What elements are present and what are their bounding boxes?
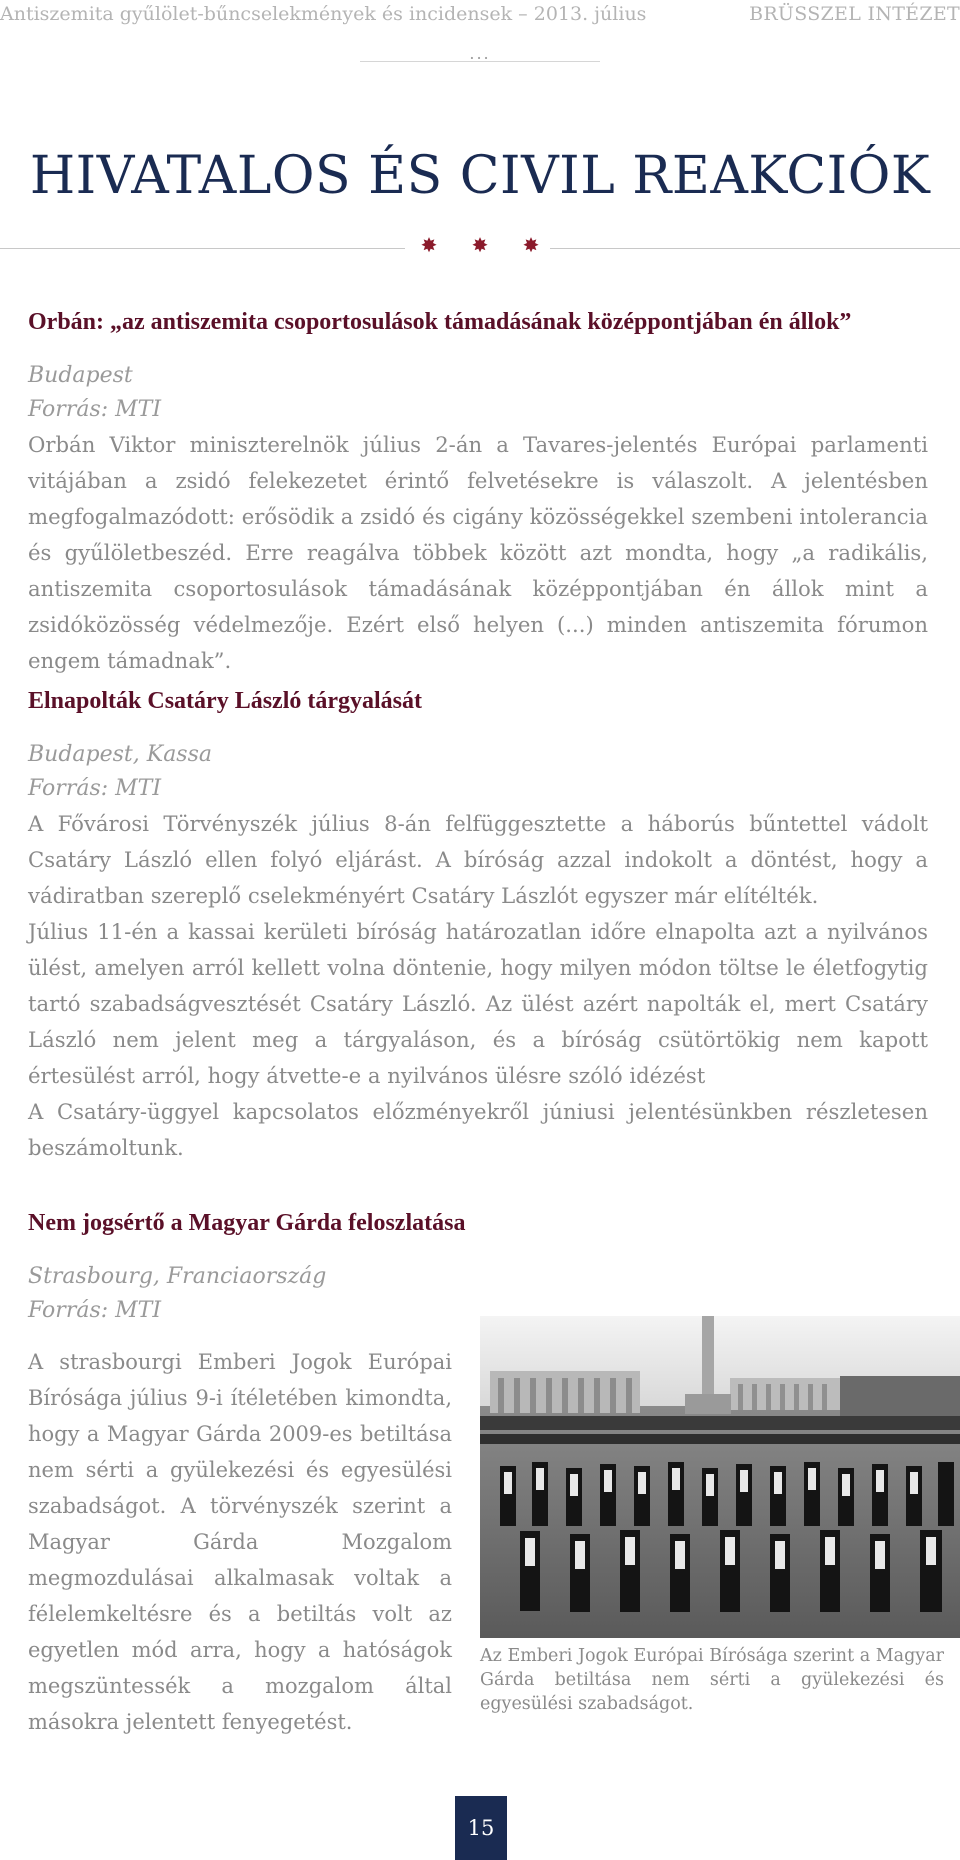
magyar-garda-photo (480, 1316, 960, 1638)
star-icon: ✸ (522, 233, 540, 257)
article-body (28, 427, 928, 679)
paragraph: A Fővárosi Törvényszék július 8-án felfüggesztette a háborús bűntettel vádolt Csatáry László ellen folyó eljárást. A bíróság azzal indokolt a döntést, hogy a vádiratban szereplő cselekményért Csatáry Lászlót egyszer már elítélték. (28, 811, 928, 908)
article-body (28, 1344, 452, 1740)
header-ornament: ... (469, 44, 491, 63)
article-source: Forrás: MTI (28, 776, 162, 801)
paragraph: Július 11-én a kassai kerületi bíróság határozatlan időre elnapolta azt a nyilvános ülést, amelyen arról kellett volna döntenie, hogy milyen módon töltse le életfogytig tartó szabadságvesztését Csatáry László. Az ülést azért napolták el, mert Csatáry László nem jelent meg a tárgyaláson, és a bíróság csütörtökig nem kapott értesülést arról, hogy átvette-e a nyilvános ülésre szóló idézést (28, 919, 928, 1088)
article-garda (28, 1208, 466, 1740)
title-ornament (420, 234, 540, 256)
article-body (28, 806, 928, 1166)
page-title: HIVATALOS ÉS CIVIL REAKCIÓK (29, 146, 931, 206)
article-location: Strasbourg, Franciaország (28, 1264, 327, 1289)
star-icon: ✸ (420, 233, 438, 257)
article-csatary (28, 686, 928, 1166)
article-location: Budapest, Kassa (28, 742, 213, 767)
paragraph: Orbán Viktor miniszterelnök július 2-án a Tavares-jelentés Európai parlamenti vitájában a zsidó felekezetet érintő felvetésekre is válaszolt. A jelentésben megfogalmazódott: erősödik a zsidó és cigány közösségekkel szembeni intolerancia és gyűlöletbeszéd. Erre reagálva többek között azt mondta, hogy „a radikális, antiszemita csoportosulások támadásának középpontjában én állok mint a zsidóközösség védelmezője. Ezért első helyen (...) minden antiszemita fórumon engem támadnak”. (28, 432, 928, 673)
article-orban (28, 307, 928, 679)
article-heading: Elnapolták Csatáry László tárgyalását (28, 688, 423, 714)
running-header-publisher: BRÜSSZEL INTÉZET (749, 3, 960, 25)
photo-caption: Az Emberi Jogok Európai Bírósága szerint a Magyar Gárda betiltása nem sérti a gyülekezési és egyesülési szabadságot. (480, 1646, 944, 1714)
star-icon: ✸ (471, 233, 489, 257)
paragraph: A Csatáry-üggyel kapcsolatos előzményekről júniusi jelentésünkben részletesen beszámoltunk. (28, 1099, 928, 1160)
article-source: Forrás: MTI (28, 1298, 162, 1323)
title-divider-left (0, 248, 405, 249)
paragraph: A strasbourgi Emberi Jogok Európai Bírósága július 9-i ítéletében kimondta, hogy a Magyar Gárda 2009-es betiltása nem sérti a gyülekezési és egyesülési szabadságot. A törvényszék szerint a Magyar Gárda Mozgalom megmozdulásai alkalmasak voltak a félelemkeltésre és a betiltás volt az egyetlen mód arra, hogy a hatóságok megszüntessék a mozgalom által másokra jelentett fenyegetést. (28, 1350, 452, 1734)
article-heading: Orbán: „az antiszemita csoportosulások támadásának középpontjában én állok” (28, 309, 852, 335)
title-divider-right (550, 248, 960, 249)
running-header-title: Antiszemita gyűlölet-bűncselekmények és incidensek – 2013. július (0, 3, 647, 25)
page-number: 15 (455, 1796, 507, 1860)
article-source: Forrás: MTI (28, 397, 162, 422)
article-location: Budapest (28, 363, 133, 388)
article-heading: Nem jogsértő a Magyar Gárda feloszlatása (28, 1210, 466, 1236)
